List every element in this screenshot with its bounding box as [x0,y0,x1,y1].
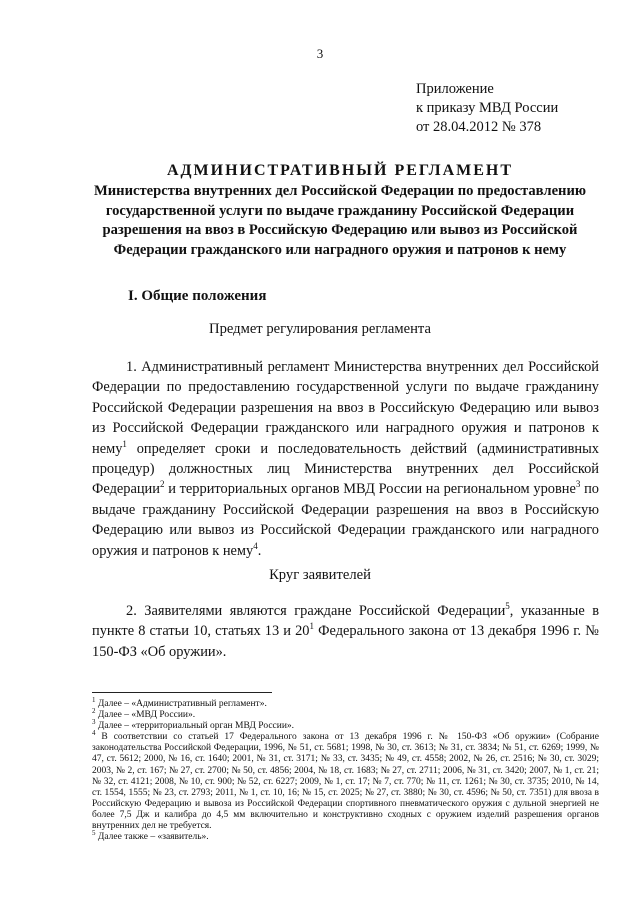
paragraph-2-text-b: , указанные в пункте 8 статьи 10, статьях 13 и 20 [92,603,599,640]
footnote-2: $^2$ Далее – «МВД России». [92,706,196,721]
paragraph-2 [92,601,599,662]
appendix-line-3: от 28.04.2012 № 378 [416,119,542,135]
document-title: АДМИНИСТРАТИВНЫЙ РЕГЛАМЕНТ [166,162,514,179]
appendix-line-2: к приказу МВД России [416,100,559,116]
page-number: 3 [316,46,324,61]
subheading-subject: Предмет регулирования регламента [209,321,431,337]
footnotes [92,695,599,843]
paragraph-2-text-c: Федерального закона от 13 декабря 1996 г. № 150-ФЗ «Об оружии». [92,623,599,660]
footnote-ref-3: 3 [575,479,581,490]
subheading-applicants: Круг заявителей [269,567,371,583]
section-heading: I. Общие положения [128,288,267,304]
footnote-4: $^4$ В соответствии со статьей 17 Федерального закона от 13 декабря 1996 г. № 150-ФЗ «Об оружии» (Собрание законодательства Российской Федерации, 1996, № 51, ст. 5681; 1998, № 30, ст. 3613; № 31, ст. 3834; № 51, ст. 6269; 1999, № 47, ст. 5612; 2000, № 16, ст. 1640; 2001, № 31, ст. 3171; № 33, ст. 3435; № 49, ст. 4558; 2002, № 26, ст. 2516; № 30, ст. 3029; 2003, № 2, ст. 167; № 27, ст. 2700; № 50, ст. 4856; 2004, № 18, ст. 1683; № 27, ст. 2711; 2006, № 31, ст. 3420; 2007, № 1, ст. 21; № 32, ст. 4121; 2008, № 10, ст. 900; № 52, ст. 6227; 2009, № 1, ст. 17; № 7, ст. 770; № 11, ст. 1261; № 30, ст. 3735; 2010, № 14, ст. 1554, 1555; № 23, ст. 2793; 2011, № 1, ст. 10, 16; № 15, ст. 2025; № 27, ст. 3880; № 30, ст. 4596; № 50, ст. 7351) для ввоза в Российскую Федерацию и вывоза из Российской Федерации спортивного пневматического оружия с дульной энергией не более 7,5 Дж и калибра до 4,5 мм включительно и конструктивно сходных с оружием изделий разрешения органов внутренних дел не требуется. [92,729,599,832]
footnote-1: $^1$ Далее – «Административный регламент». [92,695,267,709]
footnote-ref-4: 4 [253,540,258,551]
footnote-3: $^3$ Далее – «территориальный орган МВД России». [92,718,295,732]
appendix-block [416,80,558,137]
paragraph-1-text-d: по выдаче гражданину Российской Федерации разрешения на ввоз в Российскую Федерацию или вывоз из Российской Федерации гражданского или наградного оружия и патронов к нему [92,481,599,559]
paragraph-1-text-c: и территориальных органов МВД России на региональном уровне [164,481,576,498]
footnote-ref-1: 1 [122,438,127,449]
document-subtitle: Министерства внутренних дел Российской Федерации по предоставлению государственной услуги по выдаче гражданину Российской Федерации разрешения на ввоз в Российскую Федерацию или вывоз из Российской Федерации гражданского или наградного оружия и патронов к нему [93,183,587,258]
paragraph-1 [92,357,599,561]
paragraph-1-text-e: . [257,542,262,559]
footnote-ref-5: 5 [505,601,510,612]
paragraph-1-text-b: определяет сроки и последовательность действий (административных процедур) должностных лиц Министерства внутренних дел Российской Федерации [92,440,599,498]
article-index-1: 1 [309,621,315,632]
appendix-line-1: Приложение [416,81,494,97]
paragraph-1-text-a: 1. Административный регламент Министерства внутренних дел Российской Федерации по предоставлению государственной услуги по выдаче гражданину Российской Федерации разрешения на ввоз в Российскую Федерацию или вывоз из Российской Федерации гражданского или наградного оружия и патронов к нему [92,359,599,457]
footnote-separator [92,692,272,693]
paragraph-2-text-a: 2. Заявителями являются граждане Российской Федерации [126,603,506,619]
footnote-ref-2: 2 [159,479,165,490]
footnote-5: $^5$ Далее также – «заявитель». [92,828,209,843]
document-title-block [86,160,594,260]
